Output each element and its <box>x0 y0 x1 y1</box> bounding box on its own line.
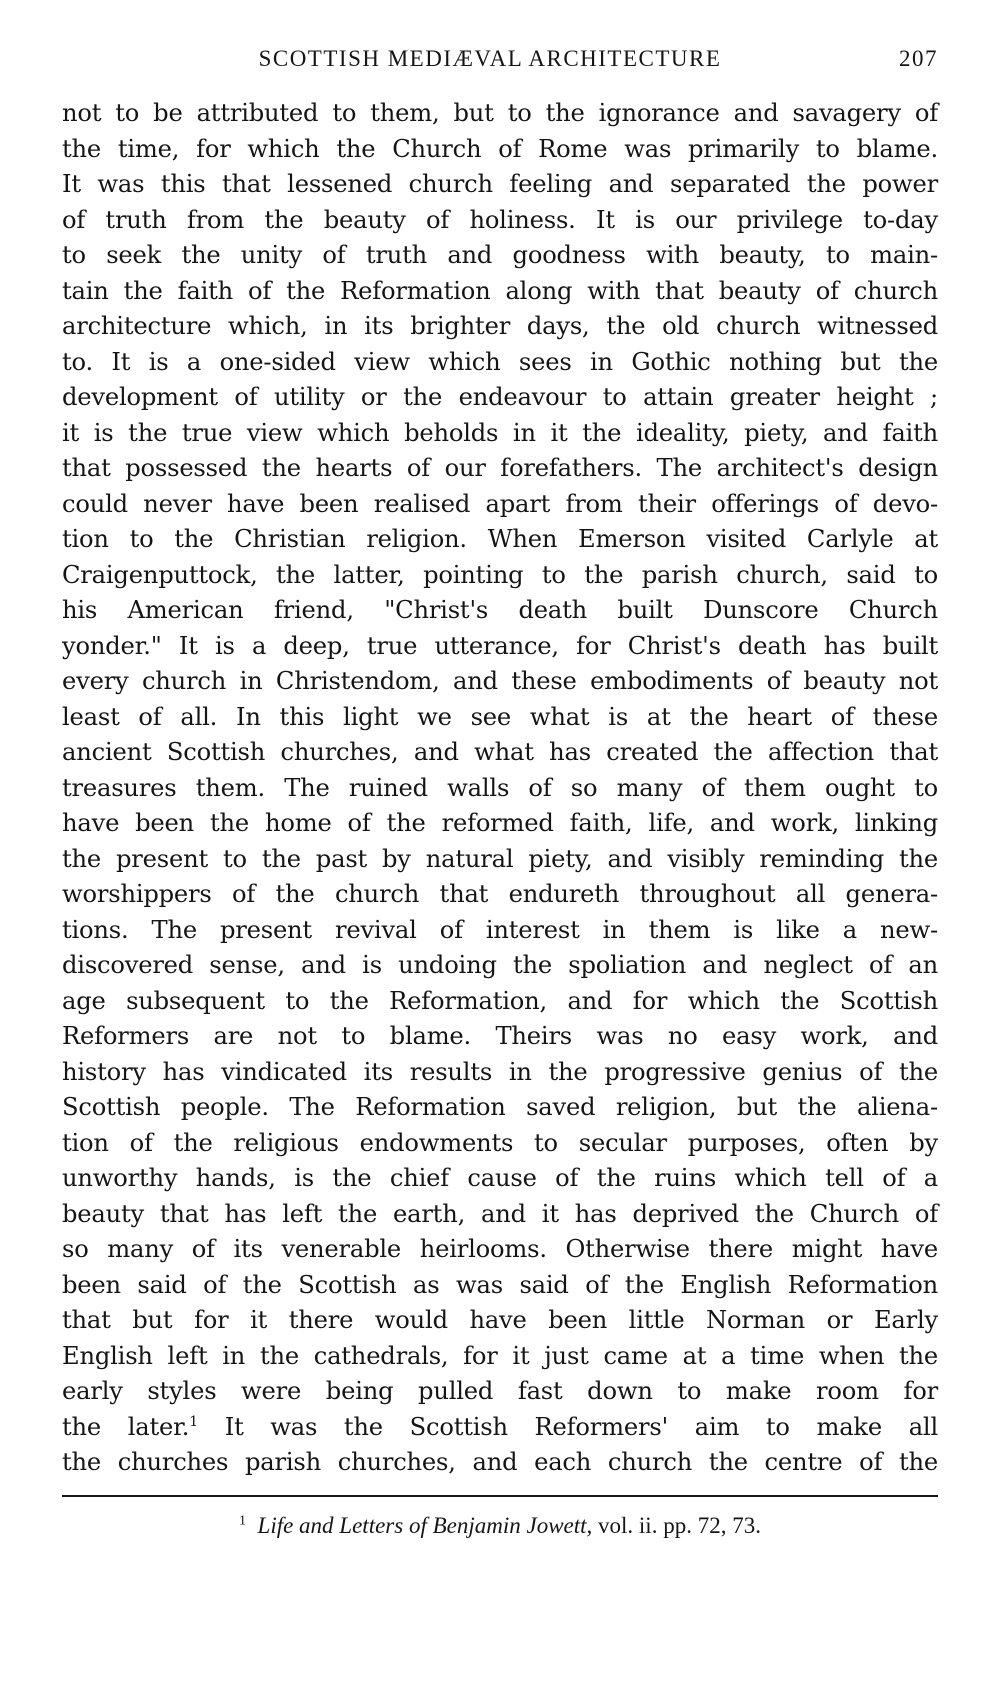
text-line: Scottish people. The Reformation saved religion, but the aliena- <box>62 1093 938 1121</box>
text-segment: the later. <box>62 1412 190 1441</box>
text-line: tion of the religious endowments to secular purposes, often by <box>62 1128 938 1157</box>
running-title: SCOTTISH MEDIÆVAL ARCHITECTURE <box>258 46 722 71</box>
text-line: development of utility or the endeavour to attain greater height ; <box>62 383 938 411</box>
text-line: least of all. In this light we see what is at the heart of these <box>62 702 938 731</box>
text-line: the time, for which the Church of Rome was primarily to blame. <box>62 134 938 163</box>
body-text <box>62 96 938 1481</box>
text-line: so many of its venerable heirlooms. Otherwise there might have <box>62 1235 938 1263</box>
text-line: discovered sense, and is undoing the spoliation and neglect of an <box>62 951 938 979</box>
text-line: Reformers are not to blame. Theirs was no easy work, and <box>62 1022 938 1050</box>
text-line: tions. The present revival of interest in them is like a new- <box>62 915 938 944</box>
text-line: not to be attributed to them, but to the ignorance and savagery of <box>62 99 938 127</box>
text-line: early styles were being pulled fast down to make room for <box>62 1377 938 1405</box>
text-line: worshippers of the church that endureth throughout all genera- <box>62 880 938 908</box>
footnote-title: Life and Letters of Benjamin Jowett, <box>257 1512 593 1538</box>
text-line: English left in the cathedrals, for it just came at a time when the <box>62 1341 938 1370</box>
text-line: have been the home of the reformed faith, life, and work, linking <box>62 809 938 837</box>
text-line: age subsequent to the Reformation, and for which the Scottish <box>62 986 938 1015</box>
text-line: unworthy hands, is the chief cause of the ruins which tell of a <box>62 1164 938 1192</box>
text-line: to seek the unity of truth and goodness with beauty, to main- <box>62 241 938 269</box>
footnote-reference[interactable]: 1 <box>189 1413 199 1430</box>
text-line: it is the true view which beholds in it the ideality, piety, and faith <box>62 418 938 447</box>
text-line: the churches parish churches, and each church the centre of the <box>62 1448 938 1476</box>
text-line: tion to the Christian religion. When Emerson visited Carlyle at <box>62 525 938 553</box>
text-line: architecture which, in its brighter days, the old church witnessed <box>62 312 938 340</box>
text-line: the present to the past by natural piety, and visibly reminding the <box>62 844 938 873</box>
text-line: yonder." It is a deep, true utterance, for Christ's death has built <box>62 631 938 660</box>
running-head <box>62 46 938 86</box>
text-segment: It was the Scottish Reformers' aim to make all <box>198 1412 938 1441</box>
text-line: It was this that lessened church feeling and separated the power <box>62 170 938 198</box>
text-line: been said of the Scottish as was said of the English Reformation <box>62 1270 938 1299</box>
text-line: history has vindicated its results in the progressive genius of the <box>62 1057 938 1086</box>
text-line: that possessed the hearts of our forefathers. The architect's design <box>62 454 938 482</box>
text-line-with-footnote-ref <box>62 1410 938 1446</box>
page-number: 207 <box>899 46 938 71</box>
text-line: to. It is a one-sided view which sees in Gothic nothing but the <box>62 347 938 376</box>
text-line: of truth from the beauty of holiness. It is our privilege to-day <box>62 205 938 234</box>
footnote-rule <box>62 1495 938 1497</box>
text-line: could never have been realised apart from their offerings of devo- <box>62 489 938 518</box>
footnote-marker: 1 <box>239 1512 247 1528</box>
text-line: tain the faith of the Reformation along with that beauty of church <box>62 276 938 305</box>
page <box>62 46 938 1539</box>
footnote <box>62 1513 938 1539</box>
text-line: every church in Christendom, and these embodiments of beauty not <box>62 667 938 695</box>
text-line: that but for it there would have been little Norman or Early <box>62 1306 938 1334</box>
footnote-citation: vol. ii. pp. 72, 73. <box>592 1512 761 1538</box>
text-line: beauty that has left the earth, and it has deprived the Church of <box>62 1199 938 1228</box>
text-line: ancient Scottish churches, and what has created the affection that <box>62 738 938 766</box>
text-line: Craigenputtock, the latter, pointing to the parish church, said to <box>62 560 938 589</box>
text-line: his American friend, "Christ's death built Dunscore Church <box>62 596 938 624</box>
text-line: treasures them. The ruined walls of so many of them ought to <box>62 773 938 802</box>
